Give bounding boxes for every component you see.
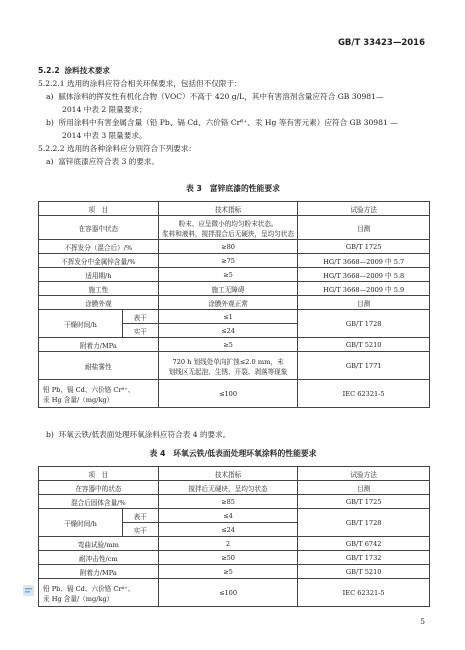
list-text: 腻体涂料的挥发性有机化合物（VOC）不高于 420 g/L，其中有害溶剂含量应符合 GB 30981— [58,92,384,101]
table-row [39,565,430,579]
cell-item: 不挥发分（混合后）/% [39,240,159,254]
cell-item: 附着力/MPa [39,338,159,352]
cell-item: 涂膜外观 [39,296,159,310]
table3-caption: 表 3 富锌底漆的性能要求 [186,184,280,193]
cell-spec [158,216,298,240]
cell-spec: ≤24 [158,324,298,338]
list-label: b) [46,118,54,127]
cell-item: 混合后固体含量/% [39,495,159,509]
cell-item: 施工性 [39,282,159,296]
header-item: 项 目 [39,467,159,481]
cell-spec: ≤24 [158,523,298,537]
list-item-a1 [38,90,428,103]
section-title: 涂料技术要求 [64,66,111,75]
header-spec: 技术指标 [158,202,298,216]
cell-item: 干燥时间/h [39,310,123,338]
cell-subitem: 实干 [122,523,158,537]
cell-spec-line: 粉末、应呈微小的均匀粉末状态。 [178,219,278,228]
cell-method: GB/T 1732 [298,551,430,565]
cell-method: HG/T 3668—2009 中 5.9 [298,282,430,296]
table-row [39,579,430,607]
table-row [39,282,430,296]
cell-item-line: 汞 Hg 含量/（mg/kg） [43,594,114,603]
list-item-a1-cont [38,103,428,116]
paragraph-number: 5.2.2.1 [38,79,65,88]
cell-method: GB/T 1725 [298,495,430,509]
cell-spec: ≥5 [158,268,298,282]
list-label: b) [46,430,54,439]
list-text: 富锌底漆应符合表 3 的要求。 [58,157,160,166]
cell-spec: 2 [158,537,298,551]
cell-spec: ≥50 [158,551,298,565]
page-number: 5 [420,617,425,626]
cell-subitem: 实干 [122,324,158,338]
cell-spec: ≥5 [158,338,298,352]
cell-method: GB/T 1725 [298,240,430,254]
table-header-row [39,467,430,481]
cell-item: 在容器中的状态 [39,481,159,495]
section-text [38,64,428,168]
table-row [39,352,430,380]
cell-spec: ≤1 [158,310,298,324]
list-text: 环氧云铁/低表面处理环氧涂料应符合表 4 的要求。 [58,430,231,439]
cell-item: 耐冲击性/cm [39,551,159,565]
cell-method: GB/T 1771 [298,352,430,380]
table-row [39,495,430,509]
cell-spec: ≥5 [158,565,298,579]
table-row [39,338,430,352]
cell-method: GB/T 5210 [298,565,430,579]
cell-item: 适用期/h [39,268,159,282]
table3 [38,201,430,408]
paragraph-5-2-2-1 [38,77,428,90]
cell-spec: ≤100 [158,380,298,408]
section-heading [38,64,428,77]
table-row [39,268,430,282]
cell-spec: ≥85 [158,495,298,509]
cell-subitem: 表干 [122,509,158,523]
cell-item [39,380,159,408]
list-item-a2 [38,155,428,168]
cell-method: IEC 62321-5 [298,579,430,607]
cell-spec: ≤100 [158,579,298,607]
table-row [39,509,430,523]
paragraph-number: 5.2.2.2 [38,144,65,153]
table-row [39,551,430,565]
section-number: 5.2.2 [38,66,60,75]
list-label: a) [46,92,54,101]
table4-caption: 表 4 环氧云铁/低表面处理环氧涂料的性能要求 [149,449,317,458]
cell-item-line: 铅 Pb、镉 Cd、六价铬 Cr⁶⁺、 [43,385,135,394]
cell-method: GB/T 5210 [298,338,430,352]
cell-spec: ≤4 [158,509,298,523]
list-label: a) [46,157,54,166]
list-text: 所用涂料中有害金属含量（铅 Pb、镉 Cd、六价铬 Cr⁶⁺、汞 Hg 等有害元素）应符合 GB 30981 — [58,118,398,127]
list-text: 2014 中表 3 限量要求。 [62,131,147,140]
cell-subitem: 表干 [122,310,158,324]
header-method: 试验方法 [298,202,430,216]
cell-method: GB/T 6742 [298,537,430,551]
header-item: 项 目 [39,202,159,216]
cell-item: 弯曲试验/mm [39,537,159,551]
cell-method: 目测 [298,216,430,240]
cell-method: 目测 [298,481,430,495]
table-row [39,481,430,495]
standard-code: GB/T 33423—2016 [337,38,425,48]
paragraph-text: 选用的各种涂料应分别符合下列要求： [67,144,197,153]
cell-spec: 施工无障碍 [158,282,298,296]
cell-item: 在容器中状态 [39,216,159,240]
cell-method: HG/T 3668—2009 中 5.7 [298,254,430,268]
cell-spec-line: 720 h 划线处单向扩蚀≤2.0 mm，未 [172,357,284,366]
cell-item [39,579,159,607]
paragraph-text: 选用的涂料应符合相关环保要求，包括但不仅限于： [67,79,242,88]
cell-method: GB/T 1728 [298,310,430,338]
table-row [39,537,430,551]
cell-item-line: 汞 Hg 含量/（mg/kg） [43,395,114,404]
header-spec: 技术指标 [158,467,298,481]
cell-item: 附着力/MPa [39,565,159,579]
table-row [39,380,430,408]
cell-spec-line: 划线区无起泡、生锈、开裂、剥落等现象 [168,367,288,376]
list-text: 2014 中表 2 限量要求； [62,105,147,114]
paragraph-5-2-2-2 [38,142,428,155]
header-method: 试验方法 [298,467,430,481]
table-row [39,310,430,324]
cell-method: 目测 [298,296,430,310]
table-header-row [39,202,430,216]
cell-method: HG/T 3668—2009 中 5.8 [298,268,430,282]
list-item-b1 [38,116,428,129]
list-item-b2 [38,428,428,441]
cell-method: IEC 62321-5 [298,380,430,408]
cell-spec: 涂膜外观正常 [158,296,298,310]
cell-spec-line: 浆料和液料，搅拌混合后无硬块，呈均匀状态 [162,229,294,238]
cell-item: 不挥发分中金属锌含量/% [39,254,159,268]
cell-spec: 搅拌后无硬块，呈均匀状态 [158,481,298,495]
table-row [39,254,430,268]
table4 [38,466,430,607]
watermark-icon [22,584,35,597]
cell-item: 干燥时间/h [39,509,123,537]
cell-item-line: 铅 Pb、镉 Cd、六价铬 Cr⁶⁺、 [43,584,135,593]
cell-method: GB/T 1728 [298,509,430,537]
table-row [39,240,430,254]
table-row [39,296,430,310]
cell-spec: ≥80 [158,240,298,254]
table-row [39,216,430,240]
cell-spec [158,352,298,380]
cell-spec: ≥75 [158,254,298,268]
cell-item: 耐盐雾性 [39,352,159,380]
list-item-b1-cont [38,129,428,142]
